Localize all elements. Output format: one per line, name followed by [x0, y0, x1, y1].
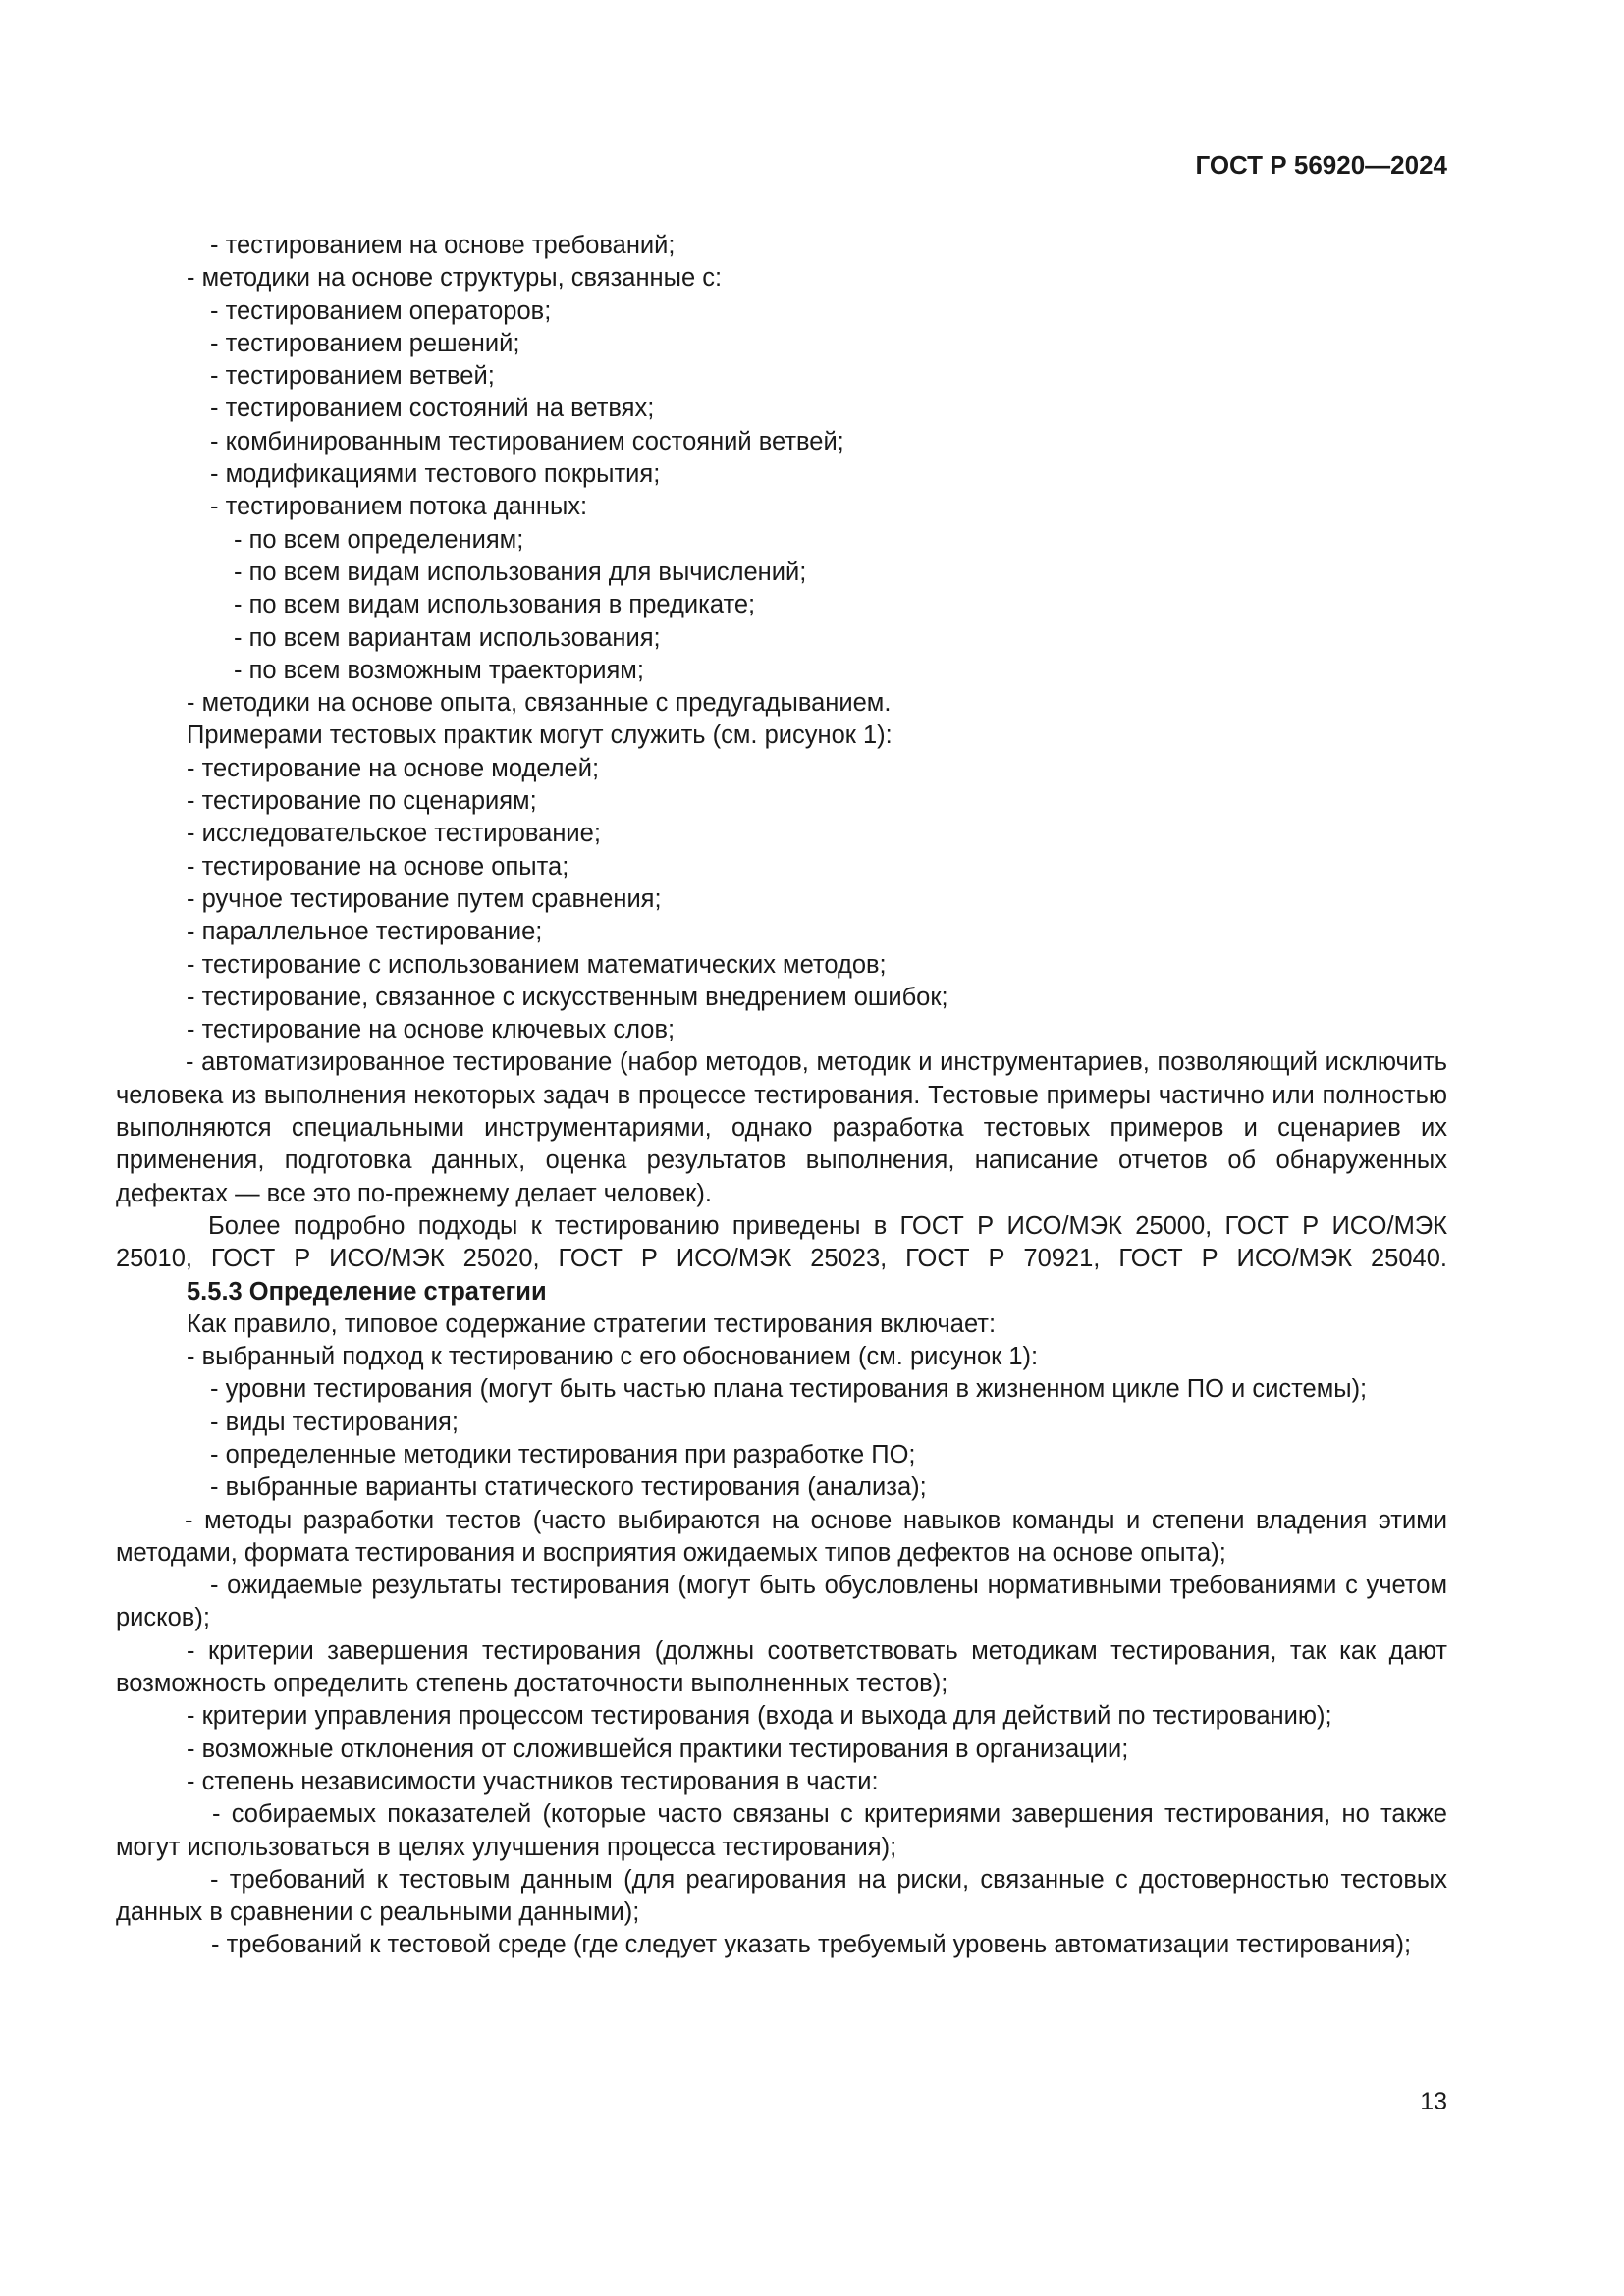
list-item: - по всем видам использования в предикате; — [234, 591, 756, 619]
list-item: - тестированием операторов; — [210, 296, 552, 325]
list-item: - методики на основе опыта, связанные с предугадыванием. — [187, 689, 892, 718]
list-item: - возможные отклонения от сложившейся практики тестирования в организации; — [187, 1735, 1129, 1763]
paragraph: Примерами тестовых практик могут служить (см. рисунок 1): — [187, 721, 893, 750]
list-item: - выбранный подход к тестированию с его обоснованием (см. рисунок 1): — [187, 1343, 1039, 1371]
paragraph-automated-testing: - автоматизированное тестирование (набор методов, методик и инструментариев, позволяющий исключить человека из выполнения некоторых задач в процессе тестирования. Тестовые примеры частично или полностью выполняются специальными инструментариями, однако разработка тестовых примеров и сценариев их применения, подготовка данных, оценка результатов выполнения, написание отчетов об обнаруженных дефектах — все это по-прежнему делает человек). — [116, 1048, 1447, 1207]
list-item: - тестированием ветвей; — [210, 362, 495, 391]
list-item: - по всем вариантам использования; — [234, 623, 661, 652]
list-item: - комбинированным тестированием состояний ветвей; — [210, 427, 844, 455]
list-item: - параллельное тестирование; — [187, 918, 543, 946]
list-item: - тестированием состояний на ветвях; — [210, 395, 655, 423]
section-heading: 5.5.3 Определение стратегии — [187, 1277, 547, 1306]
document-code-header: ГОСТ Р 56920—2024 — [1195, 150, 1447, 180]
document-body — [116, 230, 1447, 1962]
list-item-paragraph: - требований к тестовым данным (для реагирования на риски, связанные с достоверностью тестовых данных в сравнении с реальными данными); — [116, 1865, 1447, 1927]
list-item: - по всем возможным траекториям; — [234, 656, 644, 684]
list-item-paragraph: - ожидаемые результаты тестирования (могут быть обусловлены нормативными требованиями с учетом рисков); — [116, 1572, 1447, 1632]
list-item: - тестирование на основе опыта; — [187, 852, 569, 881]
list-item-paragraph: - уровни тестирования (могут быть частью плана тестирования в жизненном цикле ПО и системы); — [210, 1375, 1368, 1404]
list-item: - по всем определениям; — [234, 525, 524, 554]
list-item: - тестированием на основе требований; — [210, 232, 676, 259]
list-item: - тестирование на основе ключевых слов; — [187, 1016, 676, 1044]
paragraph: Как правило, типовое содержание стратегии тестирования включает: — [187, 1309, 997, 1338]
list-item-paragraph: - собираемых показателей (которые часто связаны с критериями завершения тестирования, но также могут использоваться в целях улучшения процесса тестирования); — [116, 1800, 1447, 1861]
list-item: - виды тестирования; — [210, 1408, 459, 1436]
list-item: - ручное тестирование путем сравнения; — [187, 884, 662, 913]
list-item: - степень независимости участников тестирования в части: — [187, 1767, 879, 1795]
list-item-paragraph: - критерии завершения тестирования (должны соответствовать методикам тестирования, так как дают возможность определить степень достаточности выполненных тестов); — [116, 1636, 1447, 1698]
list-item-paragraph: - методы разработки тестов (часто выбираются на основе навыков команды и степени владения этими методами, формата тестирования и восприятия ожидаемых типов дефектов на основе опыта); — [116, 1506, 1447, 1567]
list-item: - выбранные варианты статического тестирования (анализа); — [210, 1473, 927, 1502]
list-item: - тестирование по сценариям; — [187, 787, 537, 816]
paragraph-standards-references: Более подробно подходы к тестированию приведены в ГОСТ Р ИСО/МЭК 25000, ГОСТ Р ИСО/МЭК 25010, ГОСТ Р ИСО/МЭК 25020, ГОСТ Р ИСО/МЭК 25023, ГОСТ Р 70921, ГОСТ Р ИСО/МЭК 25040. — [116, 1211, 1447, 1273]
list-item: - определенные методики тестирования при разработке ПО; — [210, 1440, 916, 1468]
list-item: - тестирование с использованием математических методов; — [187, 950, 887, 979]
list-item: - тестированием потока данных: — [210, 493, 588, 521]
list-item: - критерии управления процессом тестирования (входа и выхода для действий по тестированию); — [187, 1702, 1332, 1731]
page-number: 13 — [1420, 2088, 1447, 2115]
list-item: - тестированием решений; — [210, 329, 520, 357]
list-item: - тестирование, связанное с искусственным внедрением ошибок; — [187, 983, 948, 1011]
list-item: - методики на основе структуры, связанные с: — [187, 264, 723, 293]
list-item: - модификациями тестового покрытия; — [210, 460, 661, 489]
list-item: - исследовательское тестирование; — [187, 820, 601, 848]
list-item: - тестирование на основе моделей; — [187, 754, 600, 782]
list-item-paragraph: - требований к тестовой среде (где следует указать требуемый уровень автоматизации тестирования); — [211, 1931, 1412, 1959]
list-item: - по всем видам использования для вычислений; — [234, 558, 807, 586]
